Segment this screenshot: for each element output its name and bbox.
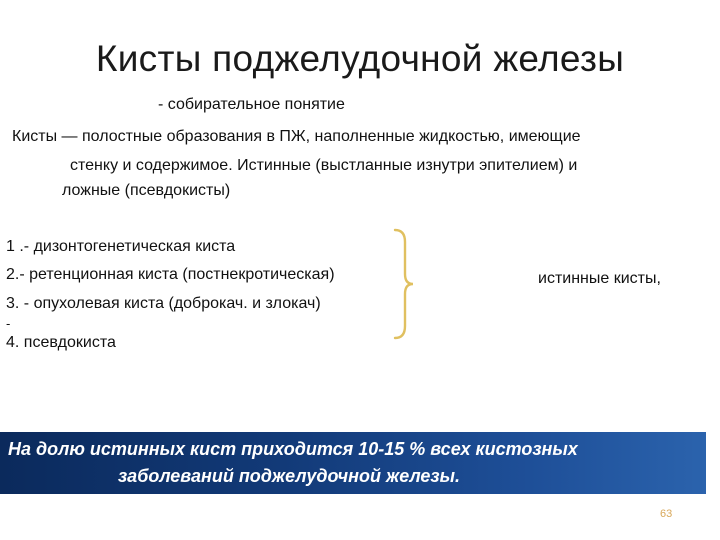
list-item: - xyxy=(6,316,11,331)
list-item: 3. - опухолевая киста (доброкач. и злокач) xyxy=(6,295,321,312)
list-item: 4. псевдокиста xyxy=(6,334,116,351)
banner-line-2: заболеваний поджелудочной железы. xyxy=(118,466,460,486)
brace-icon xyxy=(393,228,417,340)
slide-title: Кисты поджелудочной железы xyxy=(95,38,625,79)
slide-subtitle: - собирательное понятие xyxy=(158,96,345,113)
list-item: 1 .- дизонтогенетическая киста xyxy=(6,238,236,255)
banner-line-1: На долю истинных кист приходится 10-15 % всех кистозных xyxy=(8,439,578,459)
page-number: 63 xyxy=(660,508,673,520)
definition-line-3: ложные (псевдокисты) xyxy=(62,182,231,199)
definition-line-2: стенку и содержимое. Истинные (выстланные изнутри эпителием) и xyxy=(70,157,578,174)
brace-label: истинные кисты, xyxy=(538,270,661,287)
list-item: 2.- ретенционная киста (постнекротическая) xyxy=(6,266,335,283)
definition-line-1: Кисты — полостные образования в ПЖ, наполненные жидкостью, имеющие xyxy=(12,128,581,145)
highlight-banner xyxy=(0,432,706,494)
